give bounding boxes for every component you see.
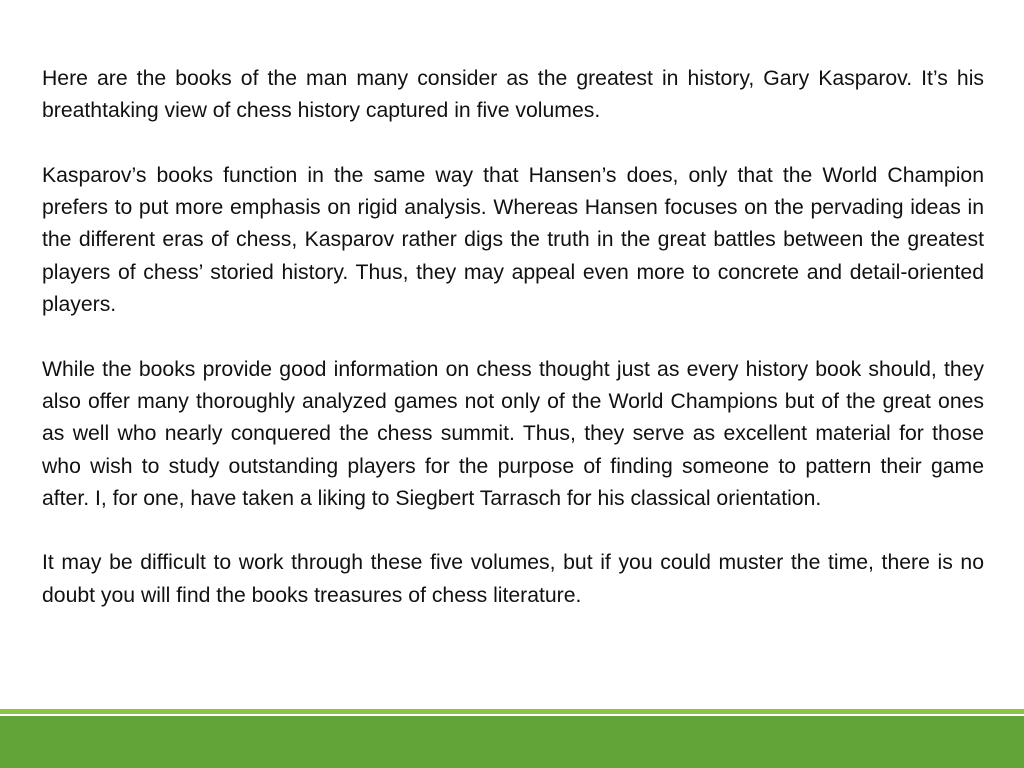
footer-accent-line (0, 709, 1024, 714)
paragraph-4: It may be difficult to work through these five volumes, but if you could muster the time, there is no doubt you will find the books treasures of chess literature. (42, 551, 984, 607)
footer-bar (0, 716, 1024, 768)
paragraph-3: While the books provide good information on chess thought just as every history book should, they also offer many thoroughly analyzed games not only of the World Champions but of the great ones as well who nearly conquered the chess summit. Thus, they serve as excellent material for those who wish to study outstanding players for the purpose of finding someone to pattern their game after. I, for one, have taken a liking to Siegbert Tarrasch for his classical orientation. (42, 357, 984, 510)
paragraph-1: Here are the books of the man many consider as the greatest in history, Gary Kasparov. It’s his breathtaking view of chess history captured in five volumes. (42, 67, 984, 123)
body-text (42, 63, 984, 612)
paragraph-2: Kasparov’s books function in the same way that Hansen’s does, only that the World Champion prefers to put more emphasis on rigid analysis. Whereas Hansen focuses on the pervading ideas in the different eras of chess, Kasparov rather digs the truth in the great battles between the greatest players of chess’ storied history. Thus, they may appeal even more to concrete and detail-oriented players. (42, 163, 984, 317)
